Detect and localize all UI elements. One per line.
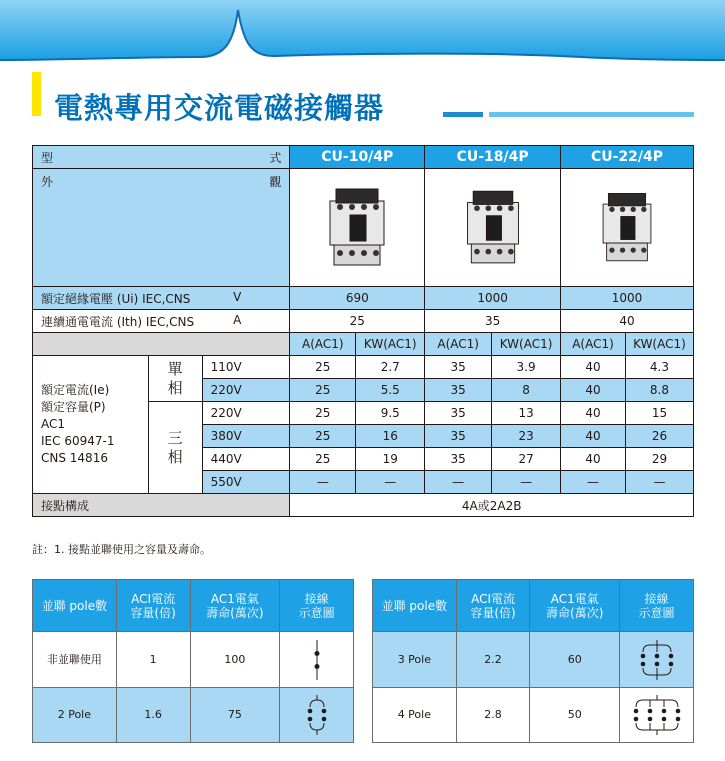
value-cell: 4.3 [625, 356, 693, 379]
value-cell: — [625, 471, 693, 494]
three-phase-label: 三 相 [148, 402, 202, 494]
value-cell: 40 [561, 425, 626, 448]
value-cell: — [356, 471, 425, 494]
thermal-value: 40 [561, 310, 694, 333]
contactor-product-photo-icon [460, 187, 526, 269]
subheader-cell: KW(AC1) [492, 333, 561, 356]
rating-row [33, 356, 694, 379]
footnote: 註：1. 接點並聯使用之容量及壽命。 [32, 543, 211, 556]
life-cell: 75 [190, 688, 280, 743]
insulation-value: 1000 [425, 287, 561, 310]
value-cell: 2.7 [356, 356, 425, 379]
value-cell: — [290, 471, 356, 494]
contactor-product-photo-icon [596, 188, 658, 268]
voltage-cell: 440V [202, 448, 290, 471]
value-cell: 40 [561, 448, 626, 471]
value-cell: 26 [625, 425, 693, 448]
value-cell: 35 [425, 448, 492, 471]
pole-table-right [372, 579, 694, 743]
subheader-cell: A(AC1) [290, 333, 356, 356]
pole-header: 並聯 pole數 [33, 580, 117, 632]
value-cell: 25 [290, 448, 356, 471]
pole-cell: 4 Pole [373, 688, 457, 743]
value-cell: — [492, 471, 561, 494]
product-photo-cu10 [290, 169, 425, 287]
pole-cell: 2 Pole [33, 688, 117, 743]
value-cell: — [561, 471, 626, 494]
diagram-header: 接線 示意圖 [280, 580, 354, 632]
life-header: AC1電氣 壽命(萬次) [530, 580, 620, 632]
pole-cell: 非並聯使用 [33, 632, 117, 688]
value-cell: 8 [492, 379, 561, 402]
value-cell: 25 [290, 379, 356, 402]
two-pole-parallel-wiring-icon [304, 695, 330, 735]
subheader-cell: KW(AC1) [625, 333, 693, 356]
insulation-label-cell: 額定絕緣電壓 (Ui) IEC,CNS V [33, 287, 290, 310]
capacity-header: ACI電流 容量(倍) [456, 580, 530, 632]
capacity-cell: 2.2 [456, 632, 530, 688]
value-cell: 29 [625, 448, 693, 471]
value-cell: 40 [561, 379, 626, 402]
value-cell: 23 [492, 425, 561, 448]
value-cell: 13 [492, 402, 561, 425]
voltage-cell: 550V [202, 471, 290, 494]
subheader-row [33, 333, 694, 356]
value-cell: 35 [425, 356, 492, 379]
diagram-cell [280, 632, 354, 688]
appearance-label-cell: 外 觀 [33, 169, 290, 287]
value-cell: 25 [290, 425, 356, 448]
voltage-cell: 220V [202, 379, 290, 402]
value-cell: 25 [290, 356, 356, 379]
voltage-cell: 220V [202, 402, 290, 425]
header-wave-banner [0, 0, 725, 70]
value-cell: 25 [290, 402, 356, 425]
title-rule-dark [443, 112, 483, 117]
title-accent-bar [32, 72, 41, 116]
value-cell: 27 [492, 448, 561, 471]
rated-label-cell: 額定電流(Ie) 額定容量(P) AC1 IEC 60947-1 CNS 14816 [33, 356, 149, 494]
model-cu22: CU-22/4P [561, 146, 694, 169]
value-cell: 19 [356, 448, 425, 471]
value-cell: 15 [625, 402, 693, 425]
life-cell: 50 [530, 688, 620, 743]
product-photo-cu18 [425, 169, 561, 287]
value-cell: 40 [561, 402, 626, 425]
capacity-cell: 2.8 [456, 688, 530, 743]
subheader-blank [33, 333, 290, 356]
product-photo-cu22 [561, 169, 694, 287]
thermal-value: 25 [290, 310, 425, 333]
life-cell: 60 [530, 632, 620, 688]
diagram-cell [620, 632, 694, 688]
insulation-row [33, 287, 694, 310]
thermal-value: 35 [425, 310, 561, 333]
value-cell: 3.9 [492, 356, 561, 379]
pole-header: 並聯 pole數 [373, 580, 457, 632]
appearance-row [33, 169, 694, 287]
type-label-cell: 型 式 [33, 146, 290, 169]
title-rule-light [489, 112, 694, 117]
diagram-cell [280, 688, 354, 743]
diagram-header: 接線 示意圖 [620, 580, 694, 632]
single-contact-wiring-icon [311, 640, 323, 680]
pole-cell: 3 Pole [373, 632, 457, 688]
value-cell: 35 [425, 402, 492, 425]
value-cell: 35 [425, 379, 492, 402]
contact-value: 4A或2A2B [290, 494, 694, 517]
voltage-cell: 380V [202, 425, 290, 448]
capacity-cell: 1 [116, 632, 190, 688]
subheader-cell: A(AC1) [561, 333, 626, 356]
contactor-product-photo-icon [322, 185, 392, 271]
voltage-cell: 110V [202, 356, 290, 379]
four-pole-parallel-wiring-icon [630, 695, 684, 735]
page-title: 電熱專用交流電磁接觸器 [54, 91, 385, 125]
insulation-value: 690 [290, 287, 425, 310]
contact-row [33, 494, 694, 517]
pole-table-left [32, 579, 354, 743]
contact-label: 接點構成 [33, 494, 290, 517]
capacity-cell: 1.6 [116, 688, 190, 743]
subheader-cell: KW(AC1) [356, 333, 425, 356]
life-cell: 100 [190, 632, 280, 688]
thermal-current-row [33, 310, 694, 333]
capacity-header: ACI電流 容量(倍) [116, 580, 190, 632]
value-cell: 16 [356, 425, 425, 448]
single-phase-label: 單 相 [148, 356, 202, 402]
value-cell: 35 [425, 425, 492, 448]
value-cell: 5.5 [356, 379, 425, 402]
model-cu18: CU-18/4P [425, 146, 561, 169]
value-cell: — [425, 471, 492, 494]
model-header-row [33, 146, 694, 169]
value-cell: 40 [561, 356, 626, 379]
model-cu10: CU-10/4P [290, 146, 425, 169]
spec-table [32, 145, 694, 517]
diagram-cell [620, 688, 694, 743]
three-pole-parallel-wiring-icon [635, 640, 679, 680]
insulation-value: 1000 [561, 287, 694, 310]
value-cell: 8.8 [625, 379, 693, 402]
life-header: AC1電氣 壽命(萬次) [190, 580, 280, 632]
thermal-label-cell: 連續通電電流 (Ith) IEC,CNS A [33, 310, 290, 333]
value-cell: 9.5 [356, 402, 425, 425]
subheader-cell: A(AC1) [425, 333, 492, 356]
